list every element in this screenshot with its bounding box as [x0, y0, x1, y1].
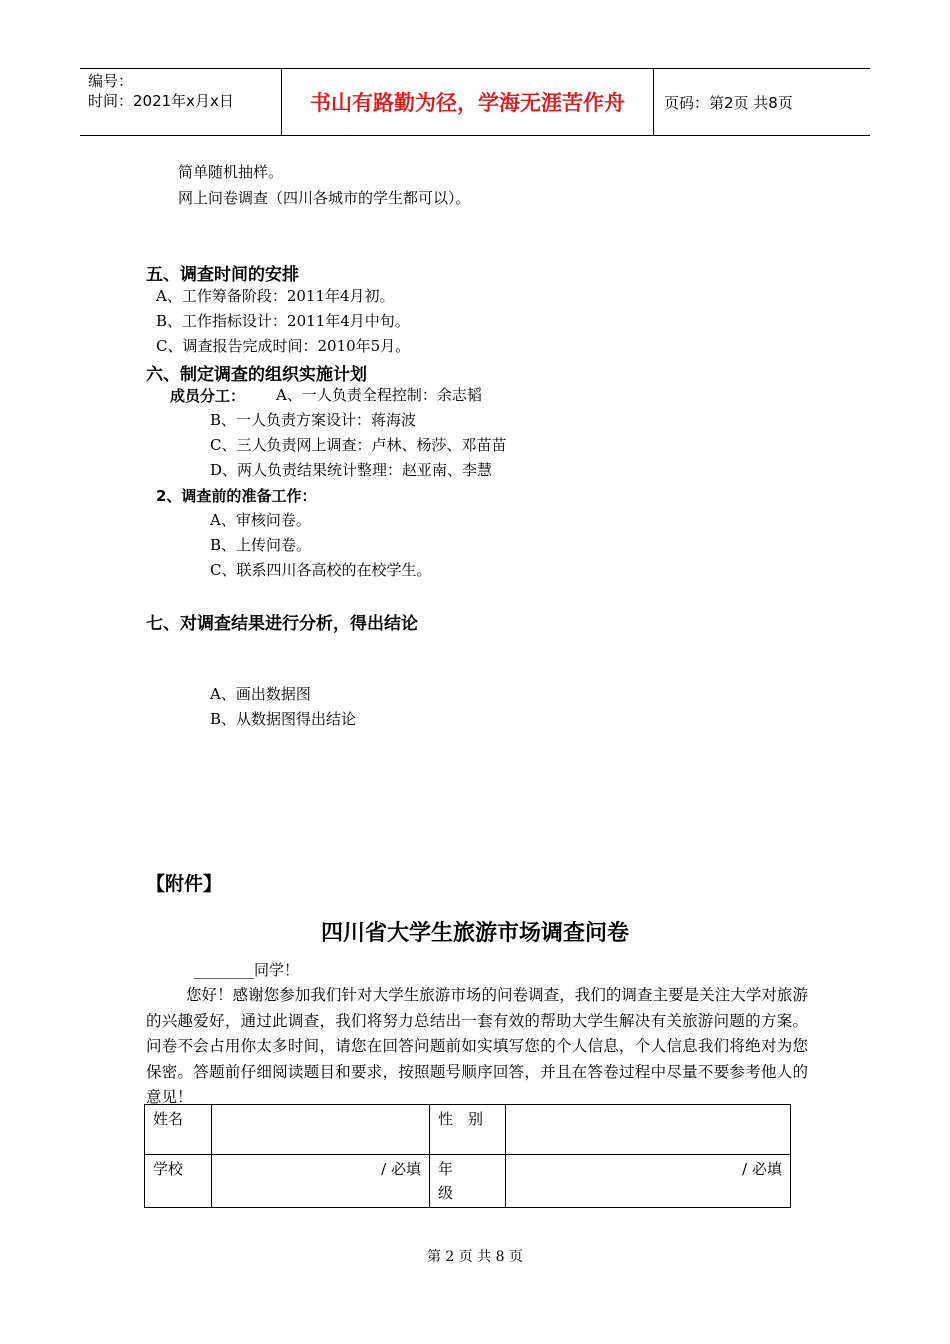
section-7-item-b: B、从数据图得出结论: [210, 710, 357, 728]
header-page-info: 页码：第2页 共8页: [664, 93, 793, 112]
name-field[interactable]: [212, 1105, 430, 1155]
questionnaire-title: 四川省大学生旅游市场调查问卷: [320, 921, 629, 946]
page-footer: 第 2 页 共 8 页: [426, 1249, 524, 1265]
members-label: 成员分工：: [170, 387, 246, 405]
attachment-label: 【附件】: [146, 873, 223, 895]
method-line-1: 简单随机抽样。: [178, 163, 284, 181]
prep-title: 2、调查前的准备工作：: [156, 487, 317, 505]
grade-required-note: / 必填: [742, 1160, 782, 1178]
header-number: 编号：: [88, 72, 134, 90]
school-label: 学校: [145, 1155, 212, 1208]
prep-item-b: B、上传问卷。: [210, 536, 312, 554]
member-item-a: A、一人负责全程控制：余志韬: [276, 386, 482, 404]
school-field[interactable]: [212, 1155, 430, 1208]
member-item-d: D、两人负责结果统计整理：赵亚南、李慧: [210, 461, 493, 479]
section-5-item-c: C、调查报告完成时间：2010年5月。: [156, 337, 411, 355]
gender-field[interactable]: [506, 1105, 791, 1155]
header-meta: [80, 69, 282, 135]
prep-item-a: A、审核问卷。: [210, 511, 311, 529]
greeting: ________同学！: [194, 961, 300, 979]
section-6-title: 六、制定调查的组织实施计划: [146, 365, 367, 385]
prep-item-c: C、联系四川各高校的在校学生。: [210, 561, 432, 579]
school-required-note: / 必填: [381, 1160, 421, 1178]
intro-paragraph: 您好！感谢您参加我们针对大学生旅游市场的问卷调查，我们的调查主要是关注大学对旅游的兴趣爱好，通过此调查，我们将努力总结出一套有效的帮助大学生解决有关旅游问题的方案。问卷不会占用你太多时间，请您在回答问题前如实填写您的个人信息，个人信息我们将绝对为您保密。答题前仔细阅读题目和要求，按照题号顺序回答，并且在答卷过程中尽量不要参考他人的意见！: [146, 986, 808, 1106]
gender-label: 性 别: [430, 1105, 506, 1155]
section-7-item-a: A、画出数据图: [210, 685, 311, 703]
method-line-2: 网上问卷调查（四川各城市的学生都可以）。: [178, 189, 471, 207]
header-motto: 书山有路勤为径，学海无涯苦作舟: [310, 91, 625, 115]
member-item-b: B、一人负责方案设计：蒋海波: [210, 411, 417, 429]
grade-label: 年 级: [430, 1155, 506, 1208]
grade-field[interactable]: [506, 1155, 791, 1208]
personal-info-table: [144, 1104, 791, 1208]
table-row: [145, 1155, 791, 1208]
section-5-item-b: B、工作指标设计：2011年4月中旬。: [156, 312, 410, 330]
header-motto-cell: [282, 69, 654, 135]
section-5-title: 五、调查时间的安排: [146, 265, 299, 285]
table-row: [145, 1105, 791, 1155]
member-item-c: C、三人负责网上调查：卢林、杨莎、邓苗苗: [210, 436, 507, 454]
section-7-title: 七、对调查结果进行分析，得出结论: [146, 614, 418, 634]
header-time: 时间：2021年x月x日: [88, 92, 234, 110]
section-5-item-a: A、工作筹备阶段：2011年4月初。: [156, 287, 395, 305]
page-header: [80, 68, 870, 136]
name-label: 姓名: [145, 1105, 212, 1155]
